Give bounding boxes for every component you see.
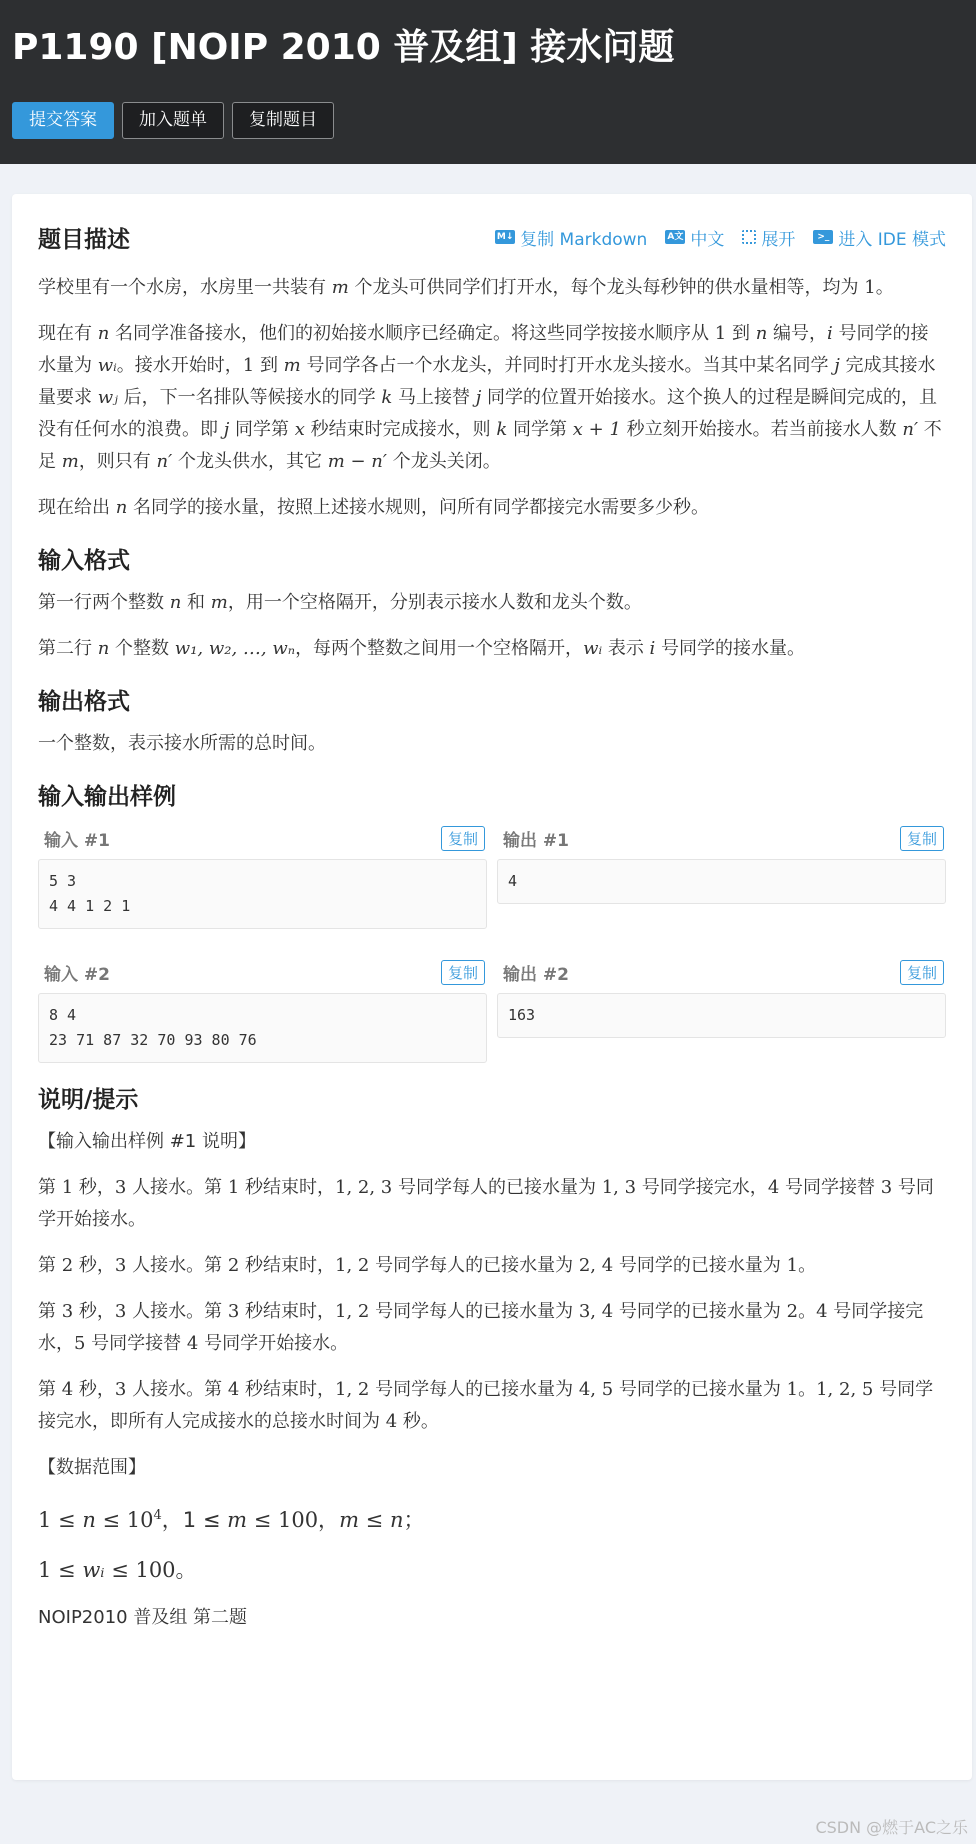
page-title: P1190 [NOIP 2010 普及组] 接水问题 (12, 27, 675, 68)
sample-output-1-content: 4 (497, 859, 946, 904)
hint-subheading-sample: 【输入输出样例 #1 说明】 (38, 1131, 256, 1152)
description-tools (495, 225, 946, 250)
language-tool[interactable] (665, 225, 724, 250)
input-format-line-1: 第一行两个整数 n 和 m，用一个空格隔开，分别表示接水人数和龙头个数。 (38, 592, 642, 613)
sample-output-1 (497, 823, 946, 929)
hint-second-3: 第 3 秒，3 人接水。第 3 秒结束时，1, 2 号同学每人的已接水量为 3, 4 号同学的已接水量为 2。4 号同学接完水，5 号同学接替 4 号同学开始接水。 (38, 1301, 924, 1354)
copy-markdown-tool[interactable] (495, 225, 647, 250)
expand-tool[interactable] (742, 225, 795, 250)
markdown-icon: M↓ (496, 232, 514, 242)
ide-mode-tool[interactable] (813, 225, 946, 250)
sample-input-label: 输入 #2 (44, 964, 110, 985)
description-title-row (38, 216, 946, 258)
hint-second-4: 第 4 秒，3 人接水。第 4 秒结束时，1, 2 号同学每人的已接水量为 4, 5 号同学的已接水量为 1。1, 2, 5 号同学接完水，即所有人完成接水的总接水时间为 4 秒。 (38, 1379, 934, 1432)
copy-sample-output-2-button[interactable]: 复制 (900, 960, 944, 985)
language-label: 中文 (690, 229, 725, 250)
expand-icon (742, 230, 756, 244)
sample-output-2-content: 163 (497, 993, 946, 1038)
copy-sample-input-2-button[interactable]: 复制 (441, 960, 485, 985)
copy-problem-button[interactable]: 复制题目 (232, 102, 334, 139)
terminal-icon: >_ (813, 230, 833, 244)
sample-output-2 (497, 957, 946, 1063)
sample-output-label: 输出 #1 (503, 830, 569, 851)
hint-second-2: 第 2 秒，3 人接水。第 2 秒结束时，1, 2 号同学每人的已接水量为 2, 4 号同学的已接水量为 1。 (38, 1255, 817, 1276)
hint-subheading-range: 【数据范围】 (38, 1457, 146, 1478)
watermark: CSDN @燃于AC之乐 (815, 1818, 968, 1837)
submit-answer-button[interactable]: 提交答案 (12, 102, 114, 139)
sample-input-2-content: 8 4 23 71 87 32 70 93 80 76 (38, 993, 487, 1063)
problem-header (0, 0, 976, 164)
ide-mode-label: 进入 IDE 模式 (838, 229, 946, 250)
hint-second-1: 第 1 秒，3 人接水。第 1 秒结束时，1, 2, 3 号同学每人的已接水量为 1, 3 号同学接完水，4 号同学接替 3 号同学开始接水。 (38, 1177, 934, 1230)
copy-sample-input-1-button[interactable]: 复制 (441, 826, 485, 851)
samples-grid (38, 823, 946, 1063)
sample-output-label: 输出 #2 (503, 964, 569, 985)
add-to-list-button[interactable]: 加入题单 (122, 102, 224, 139)
description-paragraph-3: 现在给出 n 名同学的接水量，按照上述接水规则，问所有同学都接完水需要多少秒。 (38, 497, 710, 518)
problem-card (12, 194, 972, 1780)
description-paragraph-2: 现在有 n 名同学准备接水，他们的初始接水顺序已经确定。将这些同学按接水顺序从 1 到 n 编号，i 号同学的接水量为 wᵢ。接水开始时，1 到 m 号同学各占一个水龙头，并同时打开水龙头接水。当其中某名同学 j 完成其接水量要求 wⱼ 后，下一名排队等候接水的同学 k 马上接替 j 同学的位置开始接水。这个换人的过程是瞬间完成的，且没有任何水的浪费。即 j 同学第 x 秒结束时完成接水，则 k 同学第 x + 1 秒立刻开始接水。若当前接水人数 n′ 不足 m，则只有 n′ 个龙头供水，其它 m − n′ 个龙头关闭。 (38, 323, 942, 472)
section-heading-hint: 说明/提示 (38, 1087, 139, 1113)
problem-source: NOIP2010 普及组 第二题 (38, 1607, 248, 1628)
section-heading-samples: 输入输出样例 (38, 784, 176, 810)
copy-sample-output-1-button[interactable]: 复制 (900, 826, 944, 851)
expand-label: 展开 (761, 229, 796, 250)
range-line-1: $1 \le n \le 10^4$，1 ≤ m ≤ 100，m ≤ n； (38, 1508, 425, 1532)
sample-input-1-content: 5 3 4 4 1 2 1 (38, 859, 487, 929)
sample-input-label: 输入 #1 (44, 830, 110, 851)
copy-markdown-label: 复制 Markdown (520, 229, 648, 250)
header-actions (12, 102, 964, 139)
section-heading-output: 输出格式 (38, 689, 130, 715)
section-heading-input: 输入格式 (38, 548, 130, 574)
sample-input-1 (38, 823, 487, 929)
range-line-2: 1 ≤ wᵢ ≤ 100。 (38, 1558, 197, 1582)
input-format-line-2: 第二行 n 个整数 w₁, w₂, …, wₙ，每两个整数之间用一个空格隔开，wᵢ 表示 i 号同学的接水量。 (38, 638, 806, 659)
translate-icon: A文 (665, 230, 685, 244)
output-format-text: 一个整数，表示接水所需的总时间。 (38, 733, 326, 754)
section-heading-description: 题目描述 (38, 226, 130, 253)
description-paragraph-1: 学校里有一个水房，水房里一共装有 m 个龙头可供同学们打开水，每个龙头每秒钟的供水量相等，均为 1。 (38, 277, 894, 298)
sample-input-2 (38, 957, 487, 1063)
